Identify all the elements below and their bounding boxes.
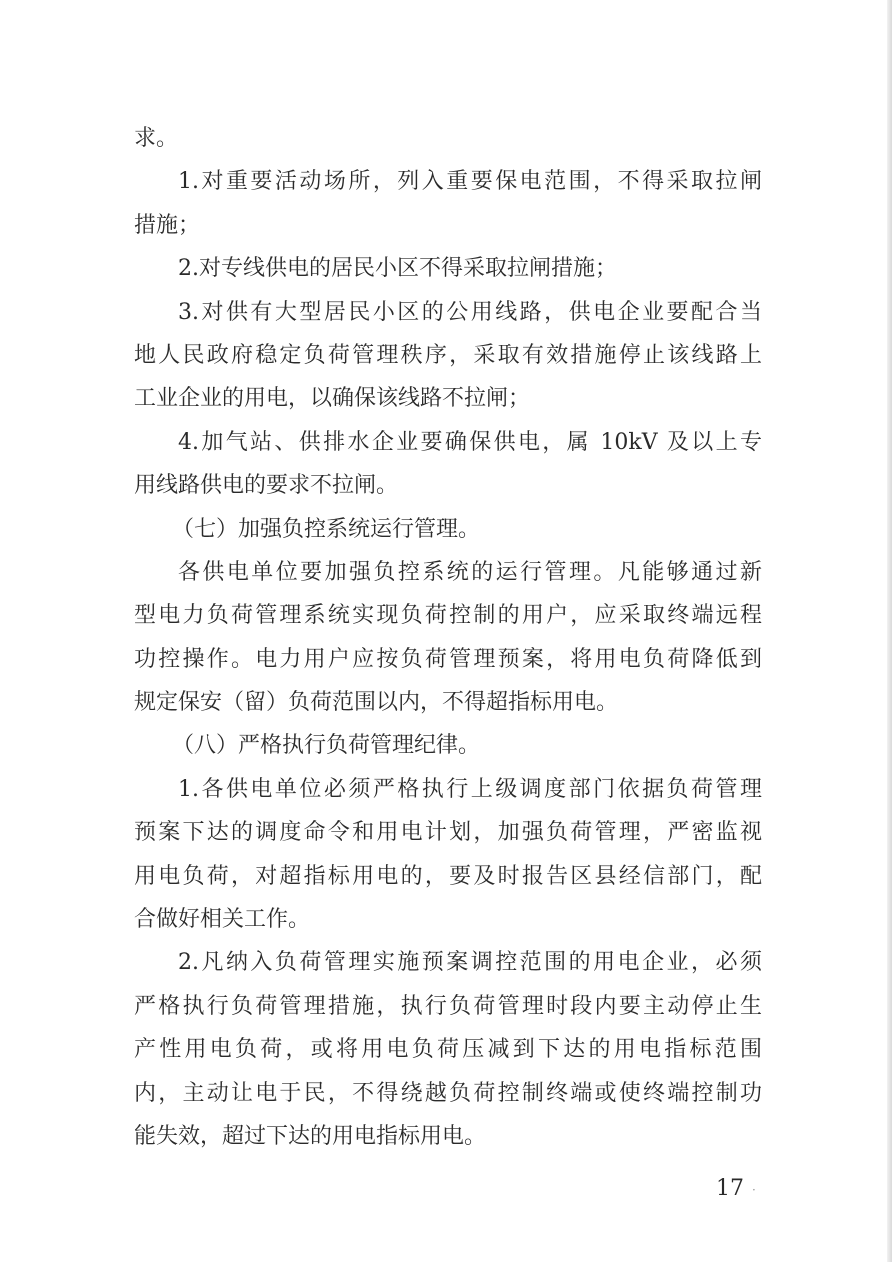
text-line-18: 用电负荷，对超指标用电的，要及时报告区县经信部门，配 <box>134 863 762 889</box>
text-line-1: 求。 <box>134 126 179 151</box>
text-line-21: 严格执行负荷管理措施，执行负荷管理时段内要主动停止生 <box>134 993 762 1019</box>
text-line-17: 预案下达的调度命令和用电计划，加强负荷管理，严密监视 <box>134 820 762 846</box>
text-line-23: 内，主动让电于民，不得绕越负荷控制终端或使终端控制功 <box>134 1080 762 1106</box>
page-number: 17 <box>716 1176 744 1201</box>
text-line-4: 2.对专线供电的居民小区不得采取拉闸措施； <box>178 256 617 282</box>
document-body <box>134 117 762 1158</box>
section-heading-8: （八）严格执行负荷管理纪律。 <box>172 733 481 759</box>
text-line-7: 工业企业的用电，以确保该线路不拉闸； <box>134 386 531 412</box>
page-number-mark: · <box>752 1183 756 1197</box>
text-line-11: 各供电单位要加强负控系统的运行管理。凡能够通过新 <box>178 559 762 585</box>
section-heading-7: （七）加强负控系统运行管理。 <box>172 516 481 542</box>
text-line-9: 用线路供电的要求不拉闸。 <box>134 473 399 499</box>
text-line-20: 2.凡纳入负荷管理实施预案调控范围的用电企业，必须 <box>178 950 762 976</box>
text-line-24: 能失效，超过下达的用电指标用电。 <box>134 1123 487 1149</box>
text-line-3: 措施； <box>134 212 201 238</box>
text-line-6: 地人民政府稳定负荷管理秩序，采取有效措施停止该线路上 <box>134 342 762 368</box>
text-line-8: 4.加气站、供排水企业要确保供电，属 10kV 及以上专 <box>178 429 762 455</box>
text-line-14: 规定保安（留）负荷范围以内，不得超指标用电。 <box>134 690 619 716</box>
text-line-2: 1.对重要活动场所，列入重要保电范围，不得采取拉闸 <box>178 169 762 195</box>
text-line-5: 3.对供有大型居民小区的公用线路，供电企业要配合当 <box>178 299 762 325</box>
text-line-16: 1.各供电单位必须严格执行上级调度部门依据负荷管理 <box>178 776 762 802</box>
scan-edge-shadow <box>887 0 892 1262</box>
text-line-19: 合做好相关工作。 <box>134 907 311 933</box>
text-line-22: 产性用电负荷，或将用电负荷压减到下达的用电指标范围 <box>134 1037 762 1063</box>
text-line-13: 功控操作。电力用户应按负荷管理预案，将用电负荷降低到 <box>134 646 762 672</box>
text-line-12: 型电力负荷管理系统实现负荷控制的用户，应采取终端远程 <box>134 603 762 629</box>
